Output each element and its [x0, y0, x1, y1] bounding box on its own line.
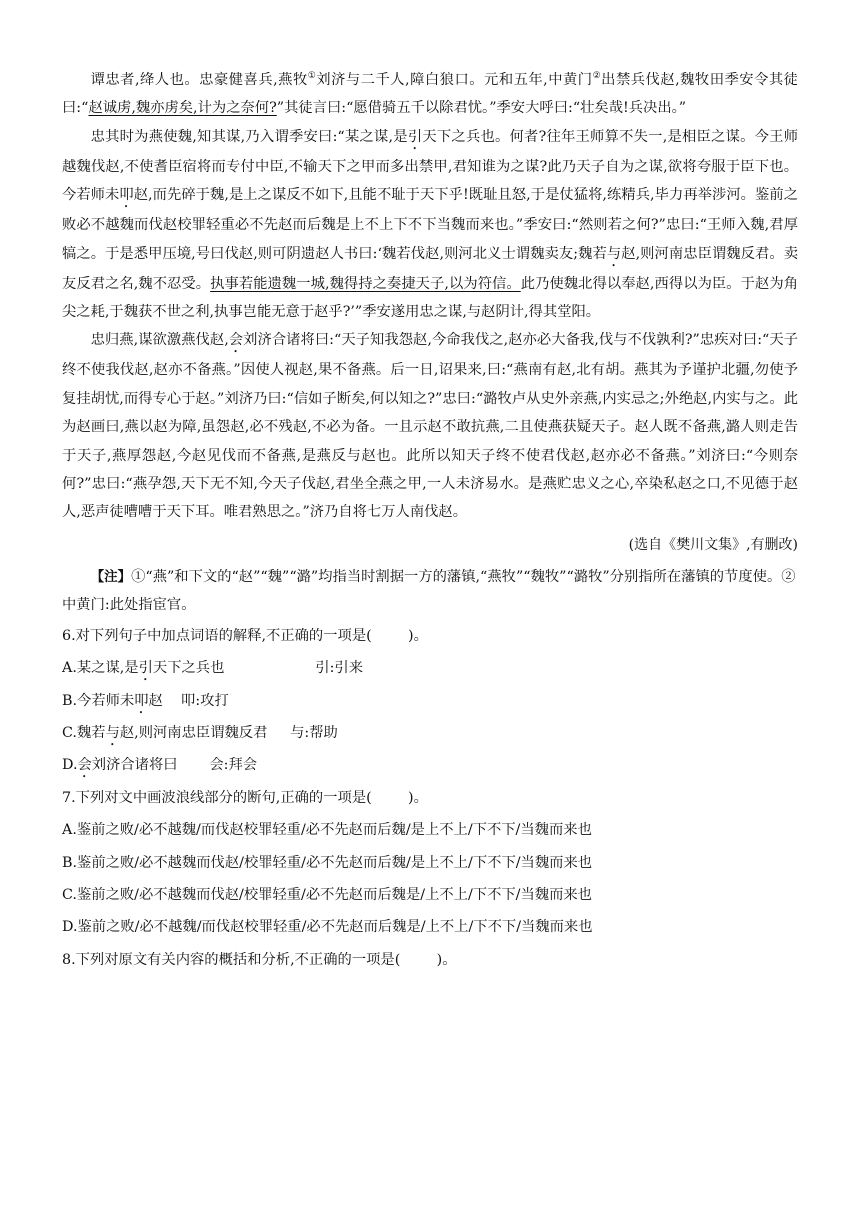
dotted-word: 引 — [407, 128, 423, 145]
question-6-stem: 6.对下列句子中加点词语的解释,不正确的一项是( )。 — [62, 627, 428, 644]
question-6-option-d[interactable]: D.会刘济合诸将曰 会:拜会 — [62, 757, 258, 774]
annotation-note — [62, 563, 798, 620]
source-citation: (选自《樊川文集》,有删改) — [628, 536, 798, 553]
question-6-option-b[interactable]: B.今若师未叩赵 叩:攻打 — [62, 692, 229, 709]
passage-paragraph-1: 谭忠者,绛人也。忠豪健喜兵,燕牧①刘济与二千人,障白狼口。元和五年,中黄门②出禁兵伐赵,魏牧田季安令其徒曰:“赵诚虏,魏亦虏矣,计为之奈何?”其徒言曰:“愿借骑五千以除君忧。”季安大呼曰:“壮矣哉!兵决出。” — [62, 71, 798, 117]
question-7-option-a[interactable]: A.鉴前之败/必不越魏/而伐赵校罪轻重/必不先赵而后魏/是上不上/下不下/当魏而来也 — [62, 822, 592, 839]
passage-paragraph-2: 忠其时为燕使魏,知其谋,乃入谓季安曰:“某之谋,是引天下之兵也。何者?往年王师算不失一,是相臣之谋。今王师越魏伐赵,不使耆臣宿将而专付中臣,不输天下之甲而多出禁甲,君知谁为之谋?此乃天子自为之谋,欲将夸服于臣下也。今若师未叩赵,而先碎于魏,是上之谋反不如下,且能不耻于天下乎!既耻且怒,于是仗猛将,练精兵,毕力再举涉河。鉴前之败必不越魏而伐赵校罪轻重必不先赵而后魏是上不上下不下当魏而来也。”季安曰:“然则若之何?”忠曰:“王师入魏,君厚犒之。于是悉甲压境,号曰伐赵,则可阴遗赵人书曰:‘魏若伐赵,则河北义士谓魏卖友;魏若与赵,则河南忠臣谓魏反君。卖友反君之名,魏不忍受。执事若能遗魏一城,魏得持之奏捷天子,以为符信。此乃使魏北得以奉赵,西得以为臣。于赵为角尖之耗,于魏获不世之利,执事岂能无意于赵乎?’”季安遂用忠之谋,与赵阴计,得其堂阳。 — [62, 128, 799, 321]
exam-page — [62, 66, 798, 976]
dotted-word: 与 — [606, 245, 622, 262]
dotted-word: 会 — [228, 332, 244, 349]
note-text: ①“燕”和下文的“赵”“魏”“潞”均指当时割据一方的藩镇,“燕牧”“魏牧”“潞牧”分别指所在藩镇的节度使。②中黄门:此处指宦官。 — [62, 568, 796, 614]
footnote-marker-2: ② — [592, 71, 602, 82]
footnote-marker-1: ① — [307, 71, 317, 82]
question-6-option-c[interactable]: C.魏若与赵,则河南忠臣谓魏反君 与:帮助 — [62, 724, 338, 741]
wavy-line-sentence: 鉴前之败必不越魏而伐赵校罪轻重必不先赵而后魏是上不上下不下当魏而来也 — [62, 187, 799, 234]
underlined-sentence: 赵诚虏,魏亦虏矣,计为之奈何? — [88, 100, 277, 117]
passage-paragraph-3: 忠归燕,谋欲激燕伐赵,会刘济合诸将曰:“天子知我怨赵,今命我伐之,赵亦必大备我,伐与不伐孰利?”忠疾对曰:“天子终不使我伐赵,赵亦不备燕。”因使人视赵,果不备燕。后一日,诏果来,曰:“燕南有赵,北有胡。燕其为予谨护北疆,勿使予复挂胡忧,而得专心于赵。”刘济乃曰:“信如子断矣,何以知之?”忠曰:“潞牧卢从史外亲燕,内实忌之;外绝赵,内实与之。此为赵画曰,燕以赵为障,虽怨赵,必不残赵,不必为备。一且示赵不敢抗燕,二且使燕获疑天子。赵人既不备燕,潞人则走告于天子,燕厚怨赵,今赵见伐而不备燕,是燕反与赵也。此所以知天子终不使君伐赵,赵亦必不备燕。”刘济曰:“今则奈何?”忠曰:“燕孕怨,天下无不知,今天子伐赵,君坐全燕之甲,一人未济易水。是燕贮忠义之心,卒染私赵之口,不见德于赵人,恶声徒嘈嘈于天下耳。唯君熟思之。”济乃自将七万人南伐赵。 — [62, 332, 799, 521]
question-8-stem: 8.下列对原文有关内容的概括和分析,不正确的一项是( )。 — [62, 951, 457, 968]
question-6-option-a[interactable]: A.某之谋,是引天下之兵也 引:引来 — [62, 660, 364, 677]
question-7-stem: 7.下列对文中画波浪线部分的断句,正确的一项是( )。 — [62, 789, 428, 806]
underlined-sentence: 执事若能遗魏一城,魏得持之奏捷天子,以为符信。 — [210, 275, 521, 292]
dotted-word: 叩 — [119, 187, 134, 204]
question-7-option-d[interactable]: D.鉴前之败/必不越魏/而伐赵校罪轻重/必不先赵而后魏是/上不上/下不下/当魏而来也 — [62, 919, 593, 936]
question-7-option-b[interactable]: B.鉴前之败/必不越魏而伐赵/校罪轻重/必不先赵而后魏/是上不上/下不下/当魏而来也 — [62, 854, 593, 871]
question-7-option-c[interactable]: C.鉴前之败/必不越魏而伐赵/校罪轻重/必不先赵而后魏是/上不上/下不下/当魏而来也 — [62, 886, 592, 903]
note-tag: 【注】 — [90, 568, 132, 585]
